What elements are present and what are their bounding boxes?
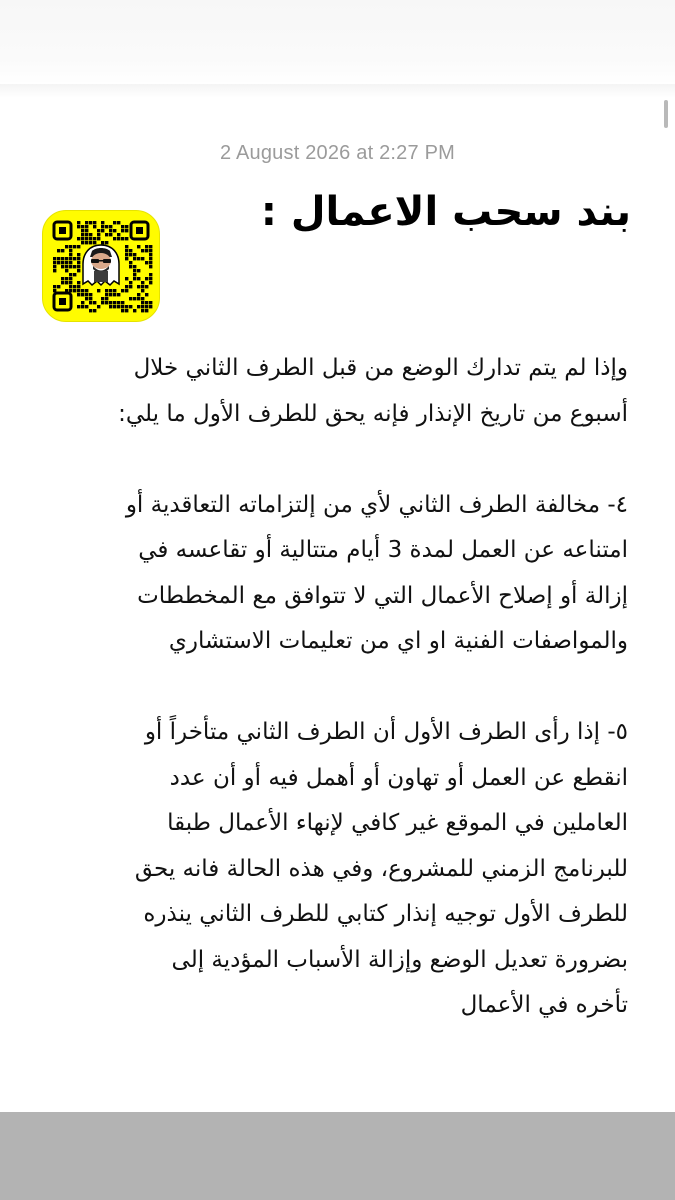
- note-title: بند سحب الاعمال :: [260, 189, 631, 235]
- bottom-toolbar: [0, 1112, 675, 1200]
- qr-finder-top-left: [54, 222, 71, 239]
- paragraph-spacer: [36, 437, 628, 483]
- snapcode-qr-icon[interactable]: [42, 210, 160, 322]
- paragraph-spacer: [36, 665, 628, 711]
- body-line: للبرنامج الزمني للمشروع، وفي هذه الحالة فانه يحق: [134, 855, 628, 882]
- body-line: العاملين في الموقع غير كافي لإنهاء الأعمال طبقا: [167, 810, 628, 836]
- body-line: للطرف الأول توجيه إنذار كتابي للطرف الثاني ينذره: [143, 901, 628, 927]
- body-line: امتناعه عن العمل لمدة 3 أيام متتالية أو تقاعسه في: [138, 537, 628, 563]
- body-line: وإذا لم يتم تدارك الوضع من قبل الطرف الثاني خلال: [133, 355, 628, 381]
- qr-finder-top-right: [131, 222, 148, 239]
- paragraph-intro: [36, 346, 628, 437]
- note-date: 2 August 2026 at 2:27 PM: [220, 142, 455, 164]
- body-line: ٥- إذا رأى الطرف الأول أن الطرف الثاني متأخراً أو: [144, 719, 628, 745]
- top-toolbar: [0, 0, 675, 84]
- paragraph-clause-5: [36, 710, 628, 1029]
- bitmoji-avatar-icon: [83, 245, 119, 285]
- note-body[interactable]: [36, 346, 628, 1029]
- scrollbar[interactable]: [664, 100, 668, 128]
- body-line: إزالة أو إصلاح الأعمال التي لا تتوافق مع المخططات: [137, 582, 628, 609]
- body-line: بضرورة تعديل الوضع وإزالة الأسباب المؤدية إلى: [171, 946, 628, 973]
- body-line: انقطع عن العمل أو تهاون أو أهمل فيه أو أن عدد: [169, 764, 628, 791]
- paragraph-clause-4: [36, 483, 628, 665]
- qr-finder-bottom-left: [54, 293, 71, 310]
- body-line: والمواصفات الفنية او اي من تعليمات الاستشاري: [168, 628, 628, 654]
- body-line: أسبوع من تاريخ الإنذار فإنه يحق للطرف الأول ما يلي:: [118, 400, 628, 427]
- body-line: ٤- مخالفة الطرف الثاني لأي من إلتزاماته التعاقدية أو: [125, 491, 628, 518]
- body-line: تأخره في الأعمال: [460, 992, 628, 1018]
